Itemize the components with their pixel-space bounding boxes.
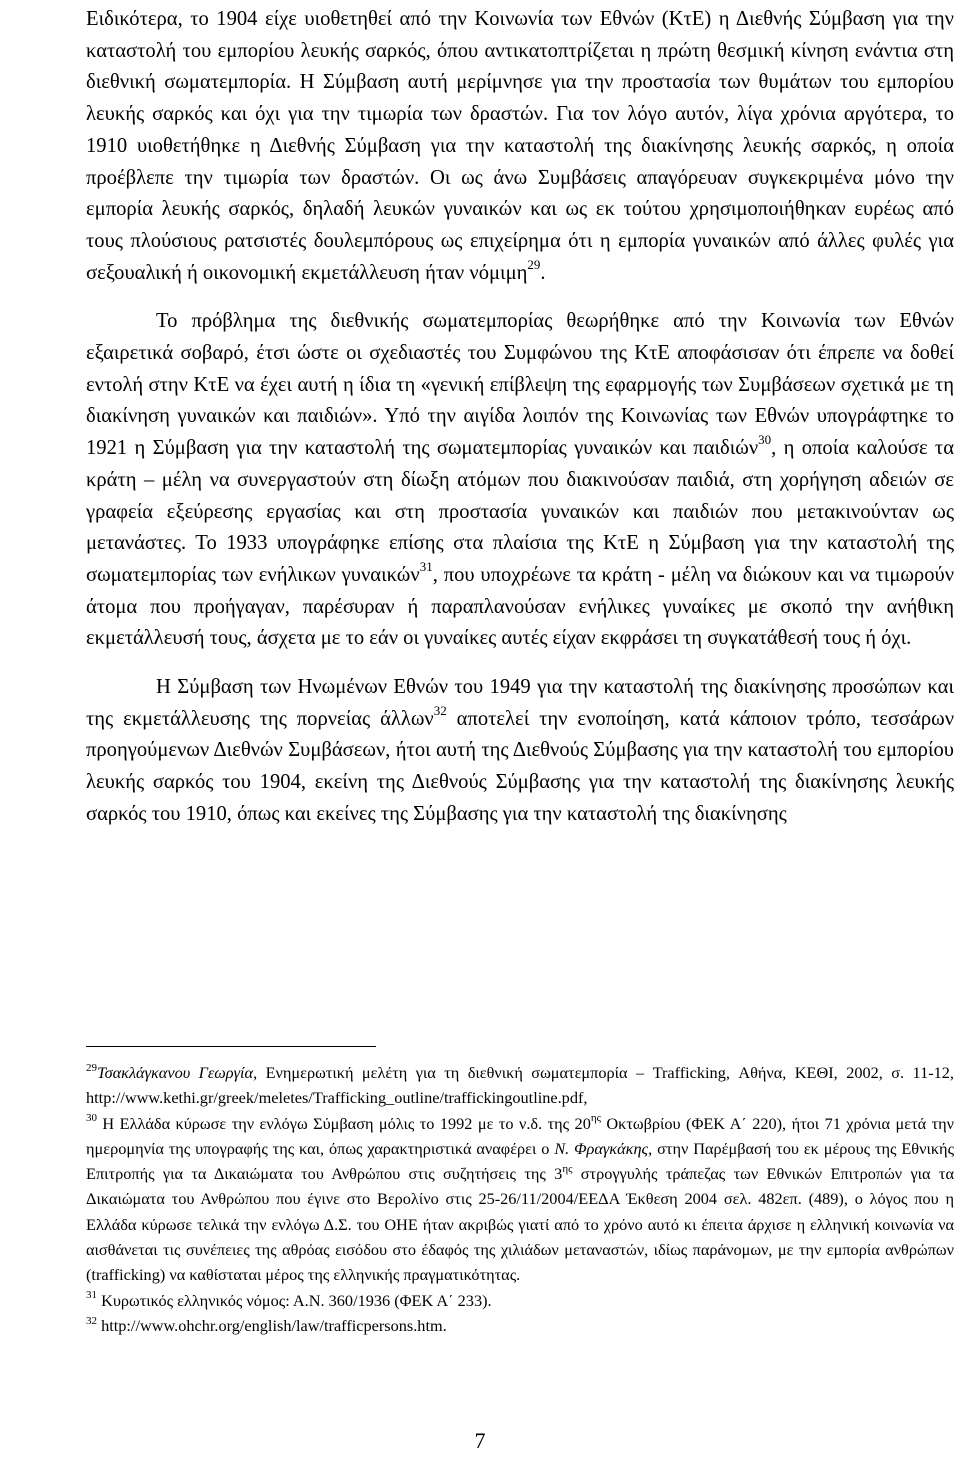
- footnote-number: 31: [86, 1289, 97, 1302]
- footnote-text: Οκτωβρίου (ΦΕΚ Α΄ 220), ήτοι 71 χρόνια μετά την ημερομηνία της υπογραφής της και, όπως χαρακτηριστικά αναφέρει ο: [86, 1113, 954, 1158]
- footnote-ref-29[interactable]: 29: [527, 256, 541, 272]
- ordinal-suffix: ης: [562, 1162, 573, 1175]
- footnote-29: [86, 1060, 954, 1111]
- footnote-ref-30[interactable]: 30: [758, 432, 772, 448]
- footnote-text: Κυρωτικός ελληνικός νόμος: Α.Ν. 360/1936 (ΦΕΚ Α΄ 233).: [97, 1290, 492, 1310]
- footnote-30: [86, 1111, 954, 1288]
- paragraph-2-text-a: Το πρόβλημα της διεθνικής σωματεμπορίας θεωρήθηκε από την Κοινωνία των Εθνών εξαιρετικά σοβαρό, έτσι ώστε οι σχεδιαστές του Συμφώνου της ΚτΕ αποφάσισαν ότι έπρεπε να δοθεί εντολή στην ΚτΕ να έχει αυτή η ίδια τη «γενική επίβλεψη της εφαρμογής των Συμβάσεων σχετικά με τη διακίνηση γυναικών και παιδιών». Υπό την αιγίδα λοιπόν της Κοινωνίας των Εθνών υπογράφτηκε το 1921 η Σύμβαση για την καταστολή της σωματεμπορίας γυναικών και παιδιών: [86, 310, 954, 460]
- paragraph-2-text-b: , η οποία καλούσε τα κράτη – μέλη να συνεργαστούν στη δίωξη ατόμων που διακινούσαν παιδιά, στη χορήγηση αδειών σε γραφεία εξεύρεσης εργασίας και στη προστασία γυναικών και παιδιών που μετακινούνταν ως μετανάστες. Το 1933 υπογράφηκε επίσης στα πλαίσια της ΚτΕ η Σύμβαση για την καταστολή της σωματεμπορίας των ενήλικων γυναικών: [86, 437, 954, 586]
- paragraph-2: [86, 306, 954, 655]
- footnote-number: 32: [86, 1314, 97, 1327]
- footnote-link[interactable]: http://www.ohchr.org/english/law/trafficpersons.htm.: [97, 1315, 447, 1335]
- paragraph-1: [86, 4, 954, 289]
- footnote-31: [86, 1288, 954, 1313]
- footnote-text: Η Ελλάδα κύρωσε την ενλόγω Σύμβαση μόλις το 1992 με το ν.δ. της 20: [97, 1113, 591, 1133]
- footnote-number: 30: [86, 1112, 97, 1125]
- ordinal-suffix: ης: [590, 1112, 601, 1125]
- footnote-ref-32[interactable]: 32: [433, 702, 447, 718]
- footnote-separator: [86, 1046, 376, 1047]
- footnote-author: Τσακλάγκανου Γεωργία: [97, 1063, 254, 1082]
- footnote-text: στρογγυλής τράπεζας των Εθνικών Επιτροπών για τα Δικαιώματα του Ανθρώπου που έγινε στο Βερολίνο στις 25-26/11/2004/ΕΕΔΑ Έκθεση 2004 σελ. 482επ. (489), ο λόγος που η Ελλάδα κύρωσε τελικά την ενλόγω Δ.Σ. του ΟΗΕ ήταν ακριβώς γιατί από το χρόνο αυτό κι έπειτα άρχισε η ελληνική κοινωνία να αισθάνεται τις συνέπειες της αθρόας εισόδου στο έδαφός της χιλιάδων μεταναστών, ιδίως παράνομων, με την εμπορία ανθρώπων (trafficking) να καθίσταται μέρος της ελληνικής πραγματικότητας.: [86, 1164, 955, 1285]
- footnote-text: , Ενημερωτική μελέτη για τη διεθνική σωματεμπορία – Trafficking, Αθήνα, ΚΕΘΙ, 2002, σ. 11-12, http://www.kethi.gr/greek/meletes/Trafficking_outline/traffickingoutline.pdf,: [86, 1063, 954, 1108]
- footnote-32: [86, 1313, 954, 1338]
- footnote-ref-31[interactable]: 31: [419, 559, 433, 575]
- footnote-text: , στην Παρέμβασή του εκ μέρους της Εθνικής Επιτροπής για τα Δικαιώματα του Ανθρώπου στις συζητήσεις της 3: [86, 1138, 955, 1184]
- paragraph-3: [86, 672, 954, 831]
- page-number: 7: [474, 1428, 486, 1453]
- paragraph-1-text: Ειδικότερα, το 1904 είχε υιοθετηθεί από την Κοινωνία των Εθνών (ΚτΕ) η Διεθνής Σύμβαση για την καταστολή του εμπορίου λευκής σαρκός, όπου αντικατοπτρίζεται η πρώτη θεσμική κίνηση ενάντια στη διεθνική σωματεμπορία. Η Σύμβαση αυτή μερίμνησε για την προστασία των θυμάτων του εμπορίου λευκής σαρκός και όχι για την τιμωρία των δραστών. Για τον λόγο αυτόν, λίγα χρόνια αργότερα, το 1910 υιοθετήθηκε η Διεθνής Σύμβαση για την καταστολή της διακίνησης λευκής σαρκός, η οποία προέβλεπε την τιμωρία των δραστών. Οι ως άνω Συμβάσεις απαγόρευαν συγκεκριμένα μόνο την εμπορία λευκής σαρκός, δηλαδή λευκών γυναικών και ως εκ τούτου χρησιμοποιήθηκαν ευρέως από τους πλούσιους ρατσιστές δουλεμπόρους ως επιχείρημα ότι η εμπορία γυναικών από άλλες φυλές για σεξουαλική ή οικονομική εκμετάλλευση ήταν νόμιμη: [86, 8, 954, 284]
- paragraph-3-text-b: αποτελεί την ενοποίηση, κατά κάποιον τρόπο, τεσσάρων προηγούμενων Διεθνών Συμβάσεων, ήτοι αυτή της Διεθνούς Σύμβασης για την καταστολή του εμπορίου λευκής σαρκός του 1904, εκείνη της Διεθνούς Σύμβασης για την καταστολή της διακίνησης λευκής σαρκός του 1910, όπως και εκείνες της Σύμβασης για την καταστολή της διακίνησης: [86, 707, 955, 825]
- footnotes: [86, 1060, 954, 1338]
- footnote-author: Ν. Φραγκάκης: [554, 1138, 649, 1158]
- paragraph-1-end: .: [540, 261, 546, 284]
- document-body: [86, 4, 954, 831]
- footnote-number: 29: [86, 1061, 97, 1074]
- paragraph-2-text-c: , που υποχρέωνε τα κράτη - μέλη να διώκουν και να τιμωρούν άτομα που προήγαγαν, παρέσυραν ή παραπλανούσαν ενήλικες γυναίκες με σκοπό την ανήθικη εκμετάλλευσή τους, άσχετα με το εάν οι γυναίκες αυτές είχαν εκφράσει τη συγκατάθεσή τους ή όχι.: [86, 563, 955, 650]
- paragraph-3-text-a: Η Σύμβαση των Ηνωμένων Εθνών του 1949 για την καταστολή της διακίνησης προσώπων και της εκμετάλλευσης της πορνείας άλλων: [86, 676, 954, 730]
